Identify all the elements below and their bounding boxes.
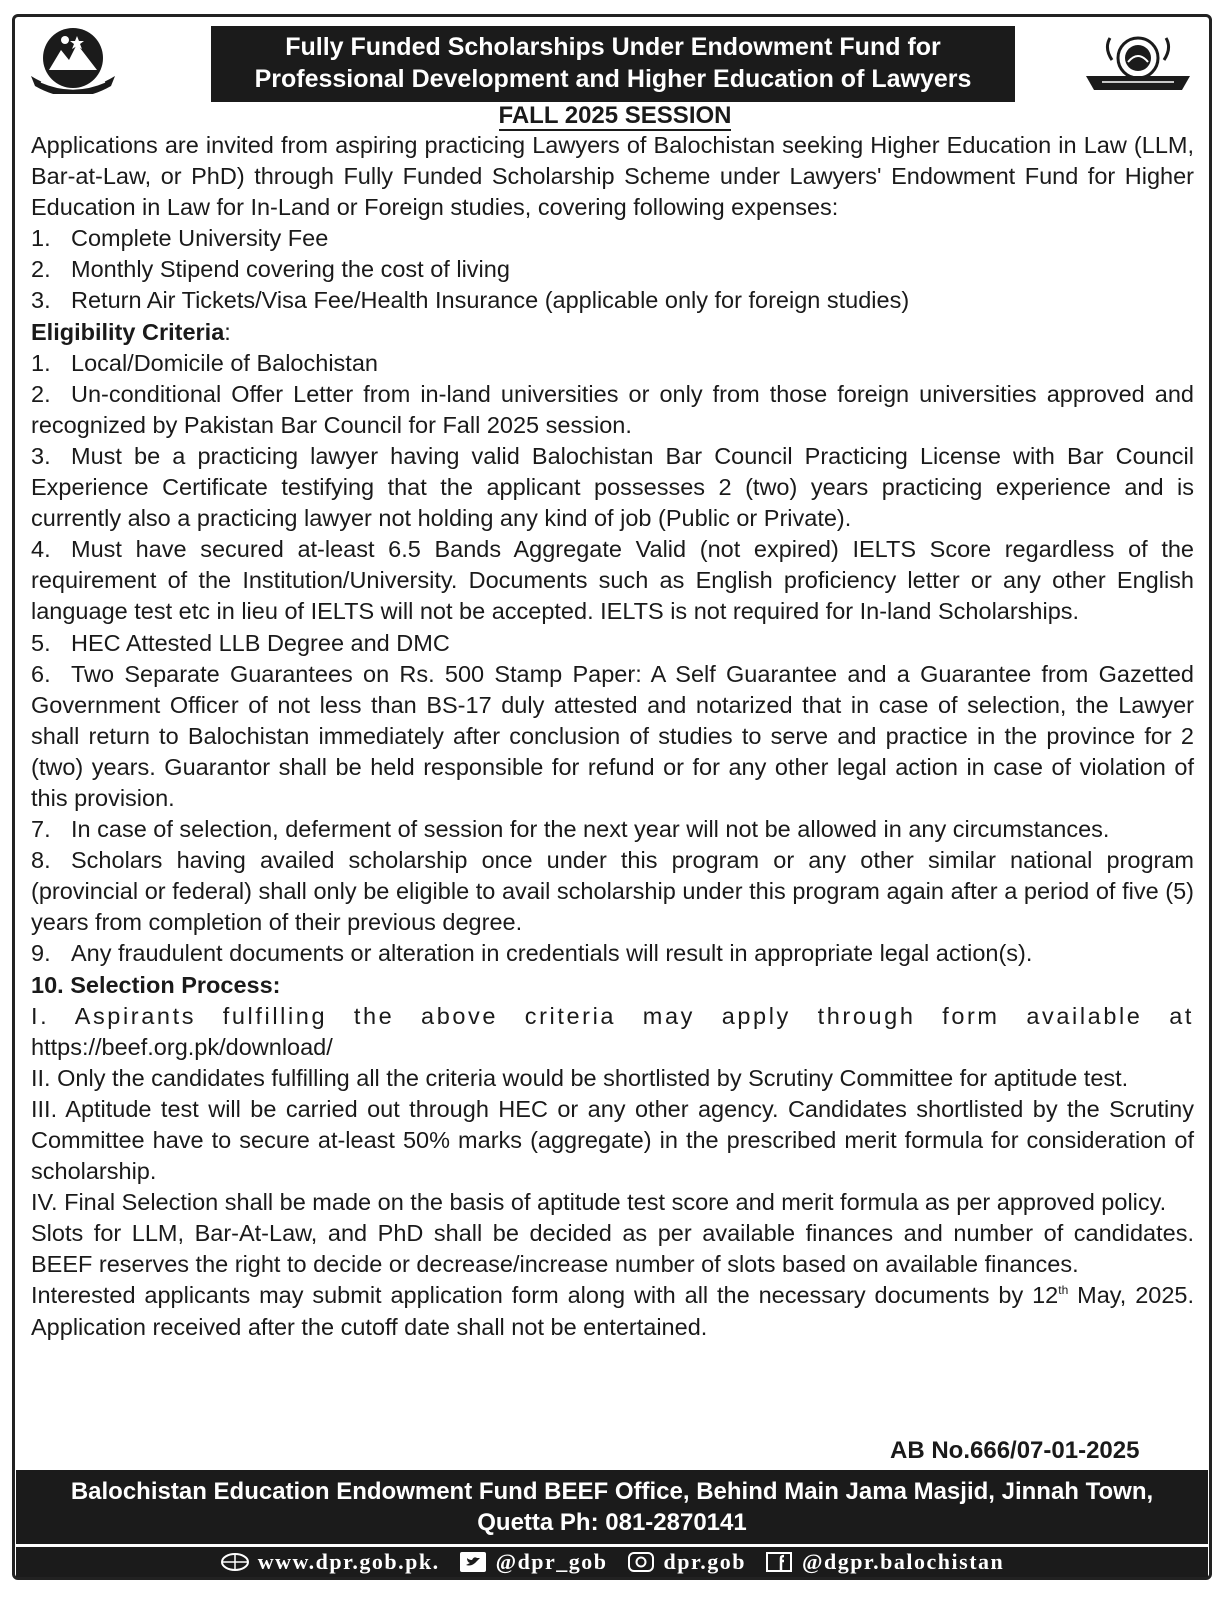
session-heading <box>0 102 1230 130</box>
download-link[interactable]: https://beef.org.pk/download/ <box>31 1033 333 1060</box>
slots-paragraph: Slots for LLM, Bar-At-Law, and PhD shall be decided as per available finances and number of candidates. BEEF reserves the right to decide or decrease/increase number of slots based on available finances. <box>31 1220 1194 1278</box>
globe-icon <box>220 1551 250 1573</box>
social-twitter[interactable]: @dpr_gob <box>458 1549 608 1575</box>
session-text: FALL 2025 SESSION <box>498 102 732 129</box>
eligibility-item: 1. Local/Domicile of Balochistan <box>31 349 378 376</box>
advertisement-body <box>31 130 1194 1343</box>
social-website[interactable]: www.dpr.gob.pk. <box>220 1549 440 1575</box>
eligibility-item: 5. HEC Attested LLB Degree and DMC <box>31 629 450 656</box>
expense-item: 1. Complete University Fee <box>31 225 329 252</box>
expense-item: 2. Monthly Stipend covering the cost of living <box>31 256 510 283</box>
eligibility-item: 7. In case of selection, deferment of session for the next year will not be allowed in any circumstances. <box>31 816 1110 843</box>
footer-line-2: Quetta Ph: 081-2870141 <box>477 1509 747 1536</box>
instagram-icon <box>626 1551 656 1573</box>
beef-logo <box>1082 30 1194 96</box>
title-banner <box>211 26 1015 102</box>
eligibility-item: 4. Must have secured at-least 6.5 Bands Aggregate Valid (not expired) IELTS Score regardless of the requirement of the Institution/University. Documents such as English proficiency letter or any other English language test etc in lieu of IELTS will not be accepted. IELTS is not required for In-land Scholarships. <box>31 536 1194 625</box>
footer-address-banner <box>16 1470 1208 1544</box>
social-facebook[interactable]: @dgpr.balochistan <box>764 1549 1004 1575</box>
selection-heading: 10. Selection Process: <box>31 971 281 998</box>
eligibility-heading: Eligibility Criteria: <box>31 318 231 345</box>
footer-line-1: Balochistan Education Endowment Fund BEEF Office, Behind Main Jama Masjid, Jinnah Town, <box>70 1478 1154 1505</box>
intro-paragraph: Applications are invited from aspiring practicing Lawyers of Balochistan seeking Higher Education in Law (LLM, Bar-at-Law, or PhD) through Fully Funded Scholarship Scheme under Lawyers' Endowment Fund for Higher Education in Law for In-Land or Foreign studies, covering following expenses: <box>31 132 1194 221</box>
selection-item: I. Aspirants fulfilling the above criteria may apply through form available at <box>31 1002 1194 1029</box>
social-instagram[interactable]: dpr.gob <box>626 1549 746 1575</box>
title-line-1: Fully Funded Scholarships Under Endowment Fund for <box>285 33 941 61</box>
eligibility-item: 6. Two Separate Guarantees on Rs. 500 Stamp Paper: A Self Guarantee and a Guarantee from Gazetted Government Officer of not less than BS-17 duly attested and notarized that in case of selection, the Lawyer shall return to Balochistan immediately after conclusion of studies to serve and practice in the province for 2 (two) years. Guarantor shall be held responsible for refund or for any other legal action in case of violation of this provision. <box>31 660 1194 811</box>
eligibility-item: 9. Any fraudulent documents or alteration in credentials will result in appropriate legal action(s). <box>31 940 1033 967</box>
eligibility-item: 3. Must be a practicing lawyer having valid Balochistan Bar Council Practicing License with Bar Council Experience Certificate testifying that the applicant possesses 2 (two) years practicing experience and is currently also a practicing lawyer not holding any kind of job (Public or Private). <box>31 442 1194 532</box>
deadline-paragraph: Interested applicants may submit application form along with all the necessary documents by 12th May, 2025. Application received after the cutoff date shall not be entertained. <box>31 1282 1194 1340</box>
balochistan-government-logo <box>27 26 119 94</box>
selection-item: IV. Final Selection shall be made on the basis of aptitude test score and merit formula as per approved policy. <box>31 1189 1167 1216</box>
eligibility-item: 2. Un-conditional Offer Letter from in-land universities or only from those foreign universities approved and recognized by Pakistan Bar Council for Fall 2025 session. <box>31 380 1194 438</box>
title-line-2: Professional Development and Higher Education of Lawyers <box>254 65 972 93</box>
ab-number: AB No.666/07-01-2025 <box>890 1437 1140 1464</box>
eligibility-item: 8. Scholars having availed scholarship once under this program or any other similar national program (provincial or federal) shall only be eligible to avail scholarship under this program again after a period of five (5) years from completion of their previous degree. <box>31 847 1194 936</box>
selection-item: III. Aptitude test will be carried out through HEC or any other agency. Candidates shortlisted by the Scrutiny Committee have to secure at-least 50% marks (aggregate) in the prescribed merit formula for consideration of scholarship. <box>31 1095 1195 1185</box>
twitter-icon <box>458 1551 488 1573</box>
selection-item: II. Only the candidates fulfilling all the criteria would be shortlisted by Scrutiny Committee for aptitude test. <box>31 1064 1129 1091</box>
expense-item: 3. Return Air Tickets/Visa Fee/Health Insurance (applicable only for foreign studies) <box>31 287 910 314</box>
facebook-icon <box>764 1551 794 1573</box>
social-bar <box>16 1547 1208 1577</box>
